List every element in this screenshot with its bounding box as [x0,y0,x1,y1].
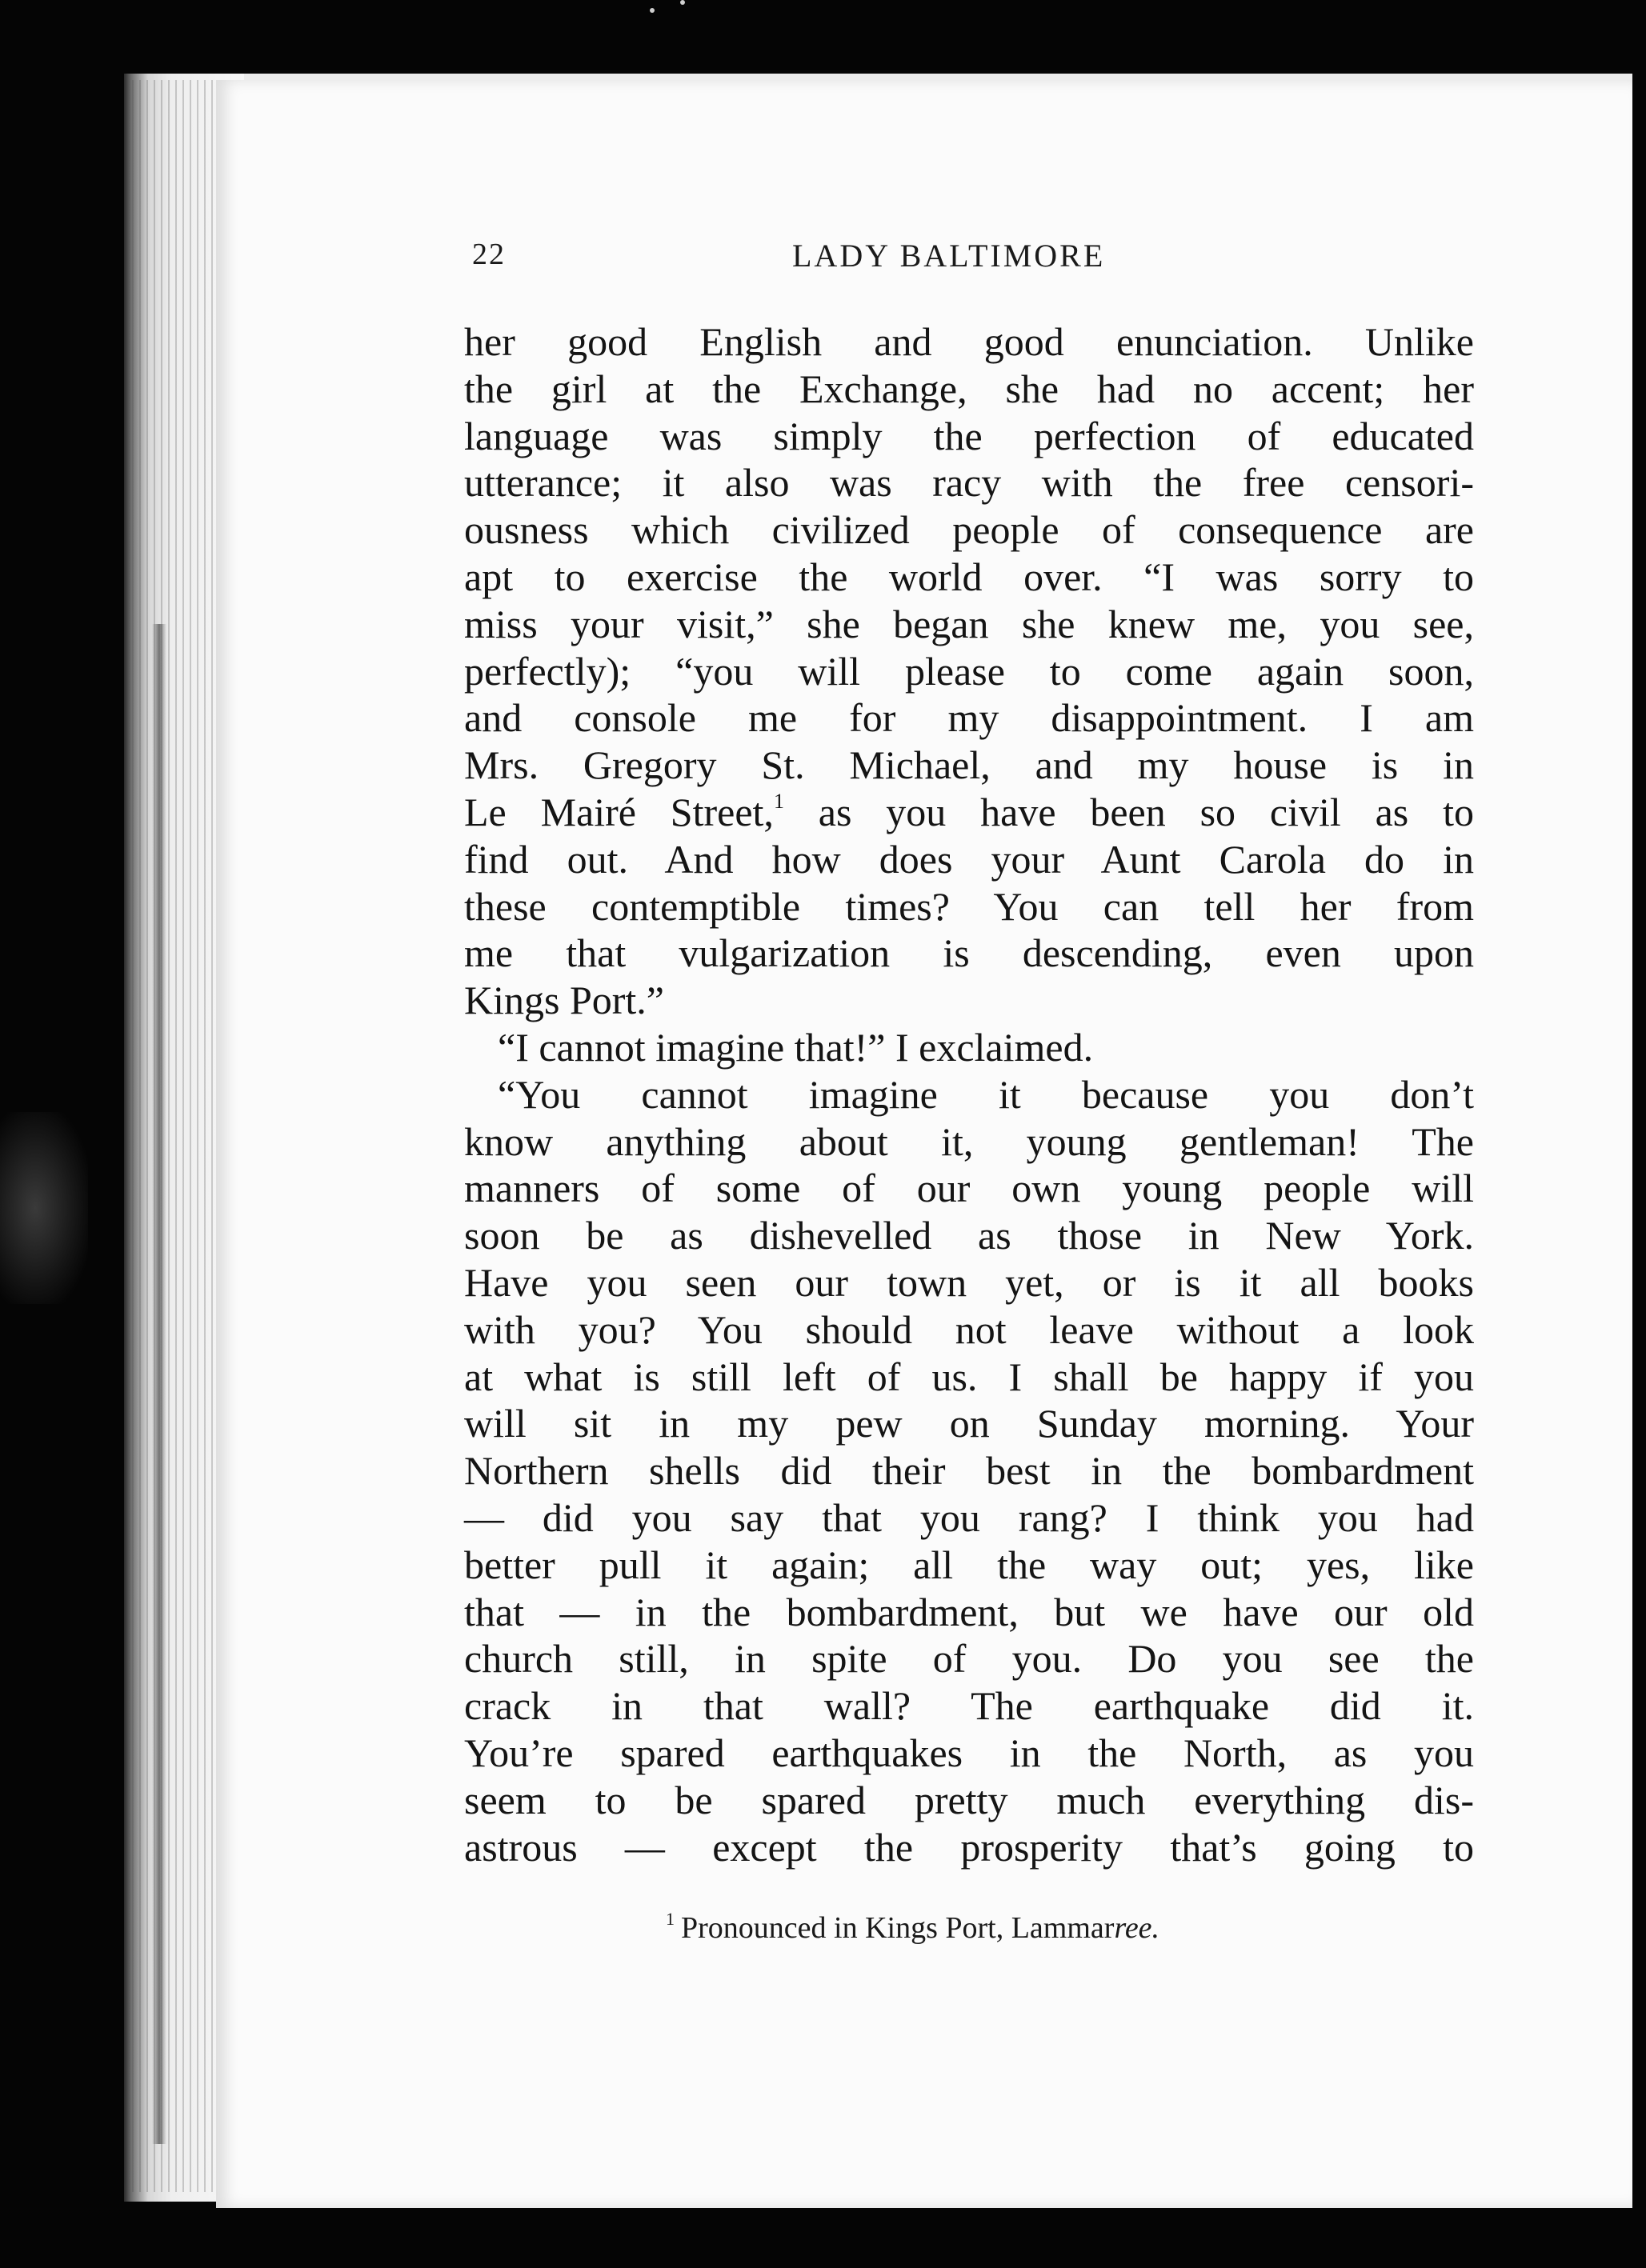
text-line: utterance; it also was racy with the free censori- [464,460,1474,506]
text-line: with you? You should not leave without a look [464,1306,1474,1352]
page-number: 22 [472,238,506,271]
text-line: Kings Port.” [464,978,664,1023]
footnote-text: Pronounced in Kings Port, Lammar [681,1911,1115,1945]
text-line: Mrs. Gregory St. Michael, and my house is in [464,742,1474,788]
text-line: seem to be spared pretty much everything dis- [464,1777,1474,1822]
text-line: church still, in spite of you. Do you see the [464,1636,1474,1682]
text-line: and console me for my disappointment. I am [464,695,1474,741]
dust-speck [680,0,685,5]
text-line: her good English and good enunciation. Unlike [464,319,1474,364]
text-line: “I cannot imagine that!” I exclaimed. [498,1024,1094,1070]
book-page-edge-lines [132,80,228,2192]
line-continuation: as you have been so civil as to [818,789,1475,834]
text-line: better pull it again; all the way out; yes, like [464,1542,1474,1587]
text-line: me that vulgarization is descending, even upon [464,930,1474,976]
text-line: astrous — except the prosperity that’s going to [464,1824,1474,1870]
text-line: “You cannot imagine it because you don’t [498,1071,1474,1117]
text-line: perfectly); “you will please to come again soon, [464,648,1474,694]
text-line: ousness which civilized people of consequence are [464,507,1474,553]
text-line: find out. And how does your Aunt Carola do in [464,836,1474,882]
scanner-background-glow [0,1112,88,1304]
binding-shadow [152,624,166,2144]
text-line: miss your visit,” she began she knew me, you see, [464,601,1474,646]
body-text [464,318,1474,1870]
text-line: will sit in my pew on Sunday morning. Your [464,1401,1474,1446]
footnote-reference: 1 [773,789,784,813]
text-line: language was simply the perfection of educated [464,413,1474,458]
text-line: Have you seen our town yet, or is it all books [464,1259,1474,1305]
text-line: the girl at the Exchange, she had no accent; her [464,366,1474,411]
text-line: You’re spared earthquakes in the North, as you [464,1730,1474,1775]
footnote-mark: 1 [666,1909,675,1929]
text-line: manners of some of our own young people will [464,1166,1474,1211]
text-line: know anything about it, young gentleman! The [464,1118,1474,1164]
dust-speck [650,8,655,13]
text-line-with-footnote-ref [464,789,1474,836]
text-line: crack in that wall? The earthquake did it. [464,1683,1474,1729]
footnote-emphasis: ree. [1114,1911,1160,1945]
text-line: — did you say that you rang? I think you had [464,1494,1474,1540]
text-line: apt to exercise the world over. “I was sorry to [464,554,1474,599]
street-name: Le Mairé Street, [464,789,774,834]
text-line: that — in the bombardment, but we have our old [464,1589,1474,1634]
text-line: Northern shells did their best in the bombardment [464,1448,1474,1494]
footnote [666,1910,1159,1946]
running-title: LADY BALTIMORE [792,238,1106,274]
text-line: these contemptible times? You can tell her from [464,883,1474,929]
text-line: soon be as dishevelled as those in New York. [464,1213,1474,1258]
text-line: at what is still left of us. I shall be happy if you [464,1354,1474,1399]
